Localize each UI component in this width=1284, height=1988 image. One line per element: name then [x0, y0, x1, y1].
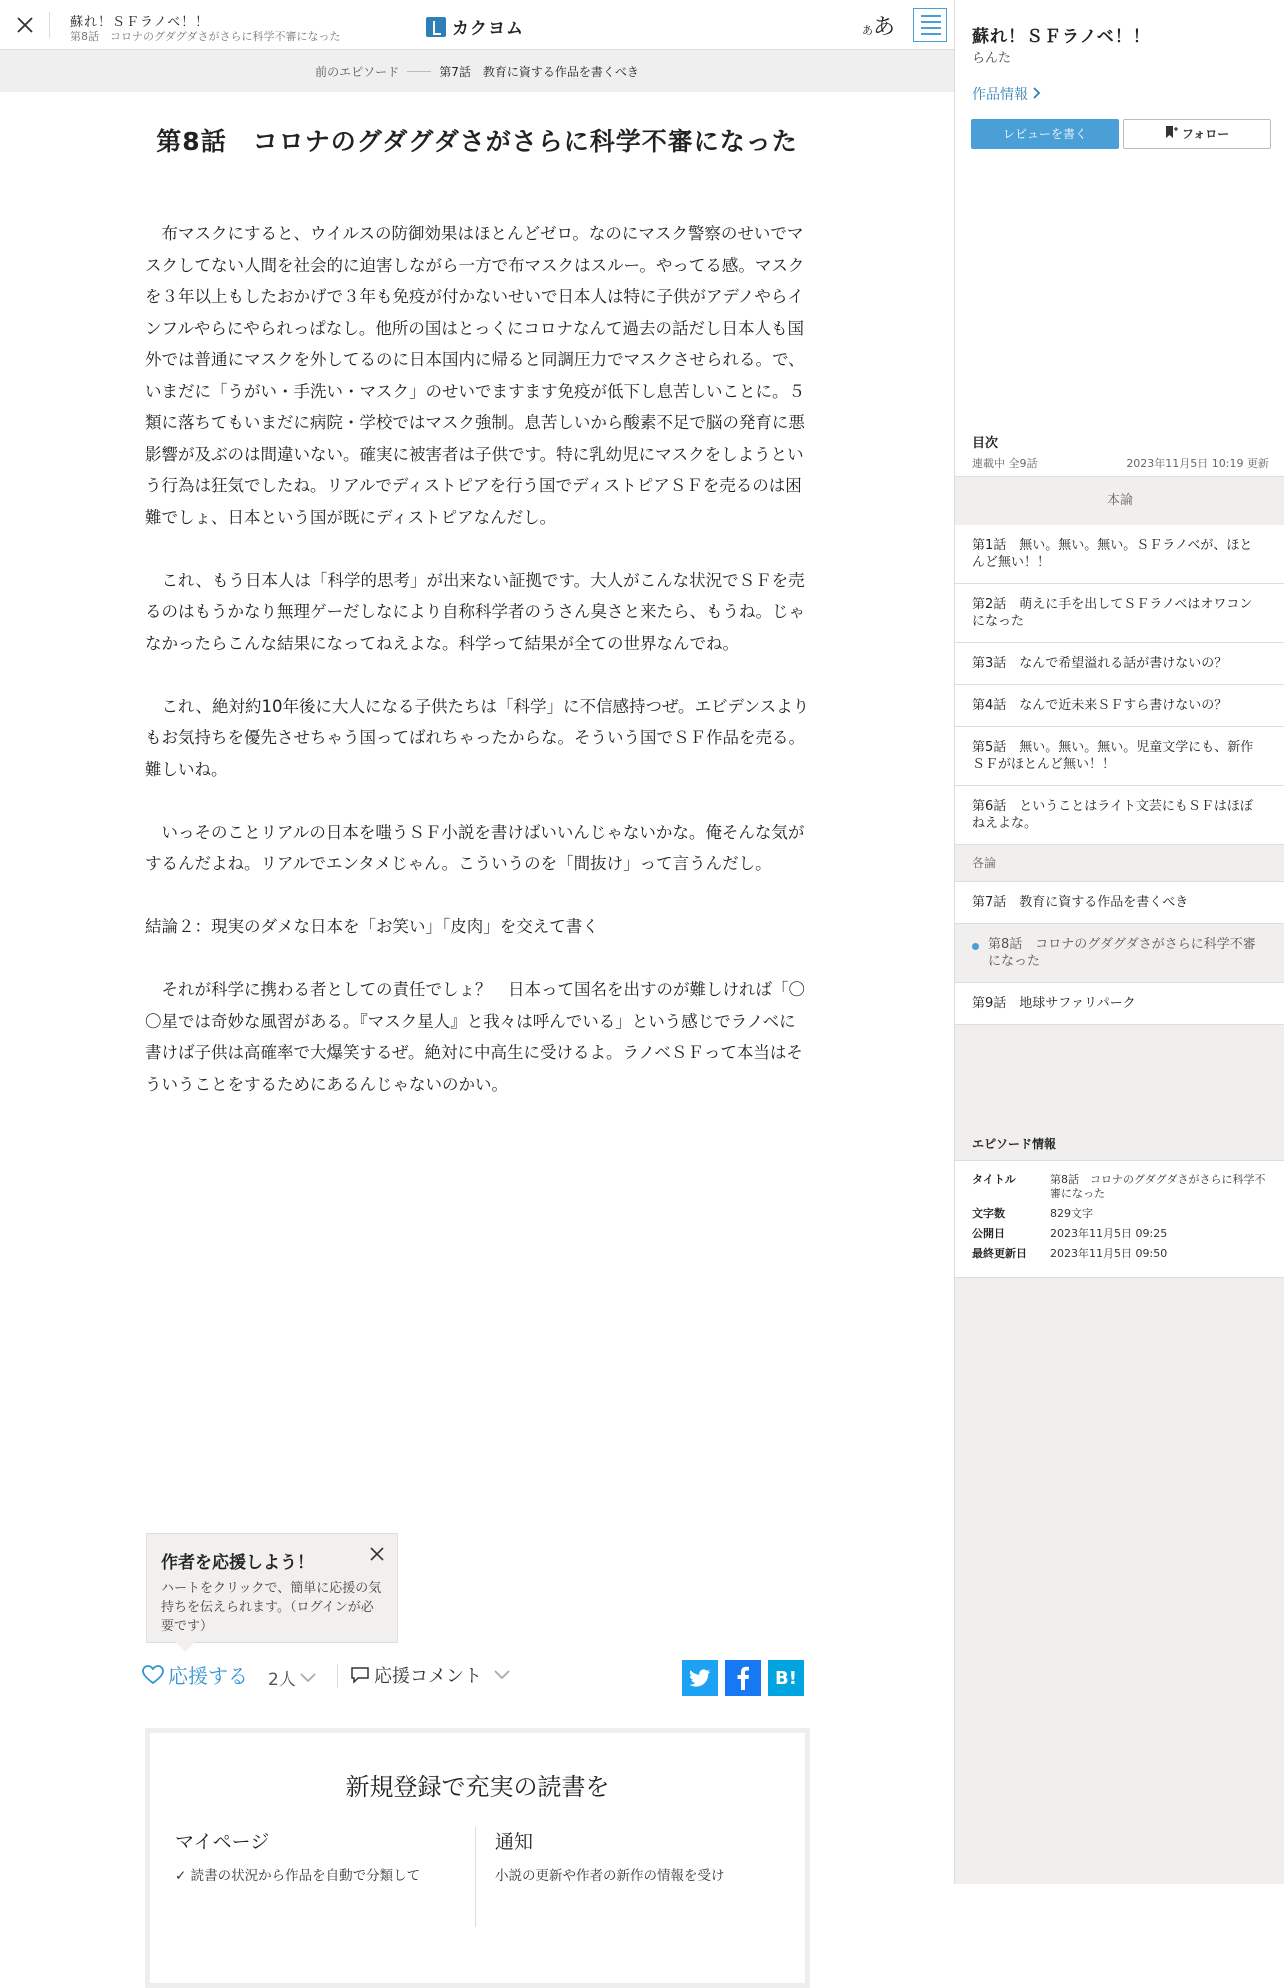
check-icon: ✓ — [175, 1868, 191, 1884]
signup-mypage-title: マイページ — [175, 1831, 270, 1853]
body-paragraph: これ、もう日本人は「科学的思考」が出来ない証拠です。大人がこんな状況でＳＦを売るのはもうかなり無理ゲーだしなにより自称科学者のうさん臭さと来たら、もうね。じゃなかったらこんな結果になってねえよな。科学って結果が全ての世界なんでね。 — [145, 570, 805, 653]
cheer-comment-label: 応援コメント — [374, 1666, 482, 1687]
chevron-down-icon — [486, 1670, 510, 1680]
facebook-share-icon[interactable] — [725, 1660, 761, 1696]
info-key: 文字数 — [972, 1207, 1005, 1220]
sidebar-work-title[interactable]: 蘇れ！ＳＦラノベ！！ — [972, 27, 1151, 47]
episode-info-row — [972, 1227, 1268, 1241]
toc-episode-current-label: 第8話 コロナのグダグダさがさらに科学不審になった — [988, 937, 1256, 969]
toc-status: 連載中 全9話 — [972, 457, 1038, 470]
sidebar-author[interactable]: らんた — [972, 51, 1012, 66]
episode-info-row — [972, 1207, 1268, 1221]
toc-episode-item[interactable]: 第4話 なんで近未来ＳＦすら書けないの？ — [955, 685, 1284, 727]
support-popup — [146, 1533, 398, 1643]
toc-list — [955, 476, 1284, 1025]
bookmark-plus-icon — [1165, 126, 1178, 138]
font-size-large-glyph: あ — [873, 15, 896, 40]
header-work-title[interactable]: 蘇れ！ＳＦラノベ！！ — [70, 15, 210, 30]
prev-episode-bar[interactable] — [0, 50, 954, 92]
cheer-count-dropdown[interactable] — [268, 1665, 316, 1690]
chevron-right-icon — [1032, 87, 1042, 99]
info-value: 第8話 コロナのグダグダさがさらに科学不審になった — [1050, 1173, 1266, 1200]
support-popup-title: 作者を応援しよう！ — [161, 1553, 314, 1573]
body-paragraph: 結論２：現実のダメな日本を「お笑い」「皮肉」を交えて書く — [145, 917, 599, 936]
signup-promo — [145, 1728, 810, 1988]
close-icon[interactable] — [10, 10, 40, 40]
signup-notify-title: 通知 — [495, 1831, 534, 1853]
body-paragraph: それが科学に携わる者としての責任でしょ？ 日本って国名を出すのが難しければ「〇〇星では奇妙な風習がある。『マスク星人』と我々は呼んでいる」という感じでラノベに書けば子供は高確率で大爆笑するぜ。絶対に中高生に受けるよ。ラノベＳＦって本当はそういうことをするためにあるんじゃないのかい。 — [145, 980, 805, 1094]
toc-episode-item[interactable]: 第9話 地球サファリパーク — [955, 983, 1284, 1025]
body-paragraph: いっそのことリアルの日本を嗤うＳＦ小説を書けばいいんじゃないかな。俺そんな気がするんだよね。リアルでエンタメじゃん。こういうのを「間抜け」って言うんだし。 — [145, 822, 805, 873]
toc-section-each: 各論 — [972, 856, 997, 870]
site-logo[interactable] — [426, 14, 524, 39]
toc-episode-item[interactable]: 第5話 無い。無い。無い。児童文学にも、新作ＳＦがほとんど無い！！ — [955, 727, 1284, 786]
work-info-label: 作品情報 — [972, 87, 1028, 103]
cheer-count: 2人 — [268, 1670, 296, 1690]
signup-divider — [475, 1827, 476, 1927]
episode-info-heading: エピソード情報 — [972, 1137, 1057, 1151]
header-episode-subtitle: 第8話 コロナのグダグダさがさらに科学不審になった — [70, 30, 341, 43]
hatena-bookmark-share-icon[interactable] — [768, 1660, 804, 1696]
toc-episode-item[interactable]: 第7話 教育に資する作品を書くべき — [955, 881, 1284, 924]
body-paragraph: これ、絶対約10年後に大人になる子供たちは「科学」に不信感持つぜ。エビデンスよりもお気持ちを優先させちゃう国ってばれちゃったからな。そういう国でＳＦ作品を売る。難しいね。 — [145, 696, 810, 779]
info-key: タイトル — [972, 1173, 1016, 1186]
episode-actions — [140, 1660, 810, 1700]
support-popup-text: ハートをクリックで、簡単に応援の気持ちを伝えられます。（ログインが必要です） — [161, 1581, 382, 1634]
twitter-share-icon[interactable] — [682, 1660, 718, 1696]
toc-heading: 目次 — [972, 436, 999, 451]
toc-episode-item[interactable]: 第6話 ということはライト文芸にもＳＦはほぼねえよな。 — [955, 786, 1284, 845]
close-icon[interactable] — [369, 1546, 385, 1562]
work-info-link[interactable] — [972, 84, 1042, 104]
chevron-down-icon — [300, 1673, 316, 1683]
actions-divider — [337, 1664, 338, 1688]
prev-episode-title[interactable]: 第7話 教育に資する作品を書くべき — [439, 64, 639, 79]
signup-notify-column — [495, 1827, 795, 1884]
prev-episode-label: 前のエピソード — [315, 64, 400, 79]
cheer-comment-button[interactable] — [350, 1662, 510, 1688]
toc-episode-item[interactable]: 第1話 無い。無い。無い。ＳＦラノベが、ほとんど無い！！ — [955, 525, 1284, 584]
episode-info-row — [972, 1247, 1268, 1261]
font-size-button[interactable] — [862, 10, 895, 41]
signup-title: 新規登録で充実の読書を — [345, 1773, 610, 1801]
episode-body — [145, 218, 810, 1132]
hatena-label: B! — [775, 1667, 797, 1689]
current-episode-dot-icon — [972, 943, 979, 950]
episode-info-table — [955, 1160, 1284, 1278]
prev-episode-separator — [407, 71, 431, 72]
signup-mypage-column — [175, 1827, 475, 1884]
info-value: 829文字 — [1050, 1207, 1093, 1220]
toc-list-icon[interactable] — [913, 8, 947, 42]
toc-updated: 2023年11月5日 10:19 更新 — [1126, 457, 1269, 470]
cheer-label: 応援する — [168, 1664, 248, 1688]
logo-text: カクヨム — [452, 19, 524, 39]
font-size-small-glyph: あ — [862, 24, 873, 37]
body-paragraph: 布マスクにすると、ウイルスの防御効果はほとんどゼロ。なのにマスク警察のせいでマスクしてない人間を社会的に迫害しながら一方で布マスクはスルー。やってる感。マスクを３年以上もしたおかげで３年も免疫が付かないせいで日本人は特に子供がアデノやらインフルやらにやられっぱなし。他所の国はとっくにコロナなんて過去の話だし日本人も国外では普通にマスクを外してるのに日本国内に帰ると同調圧力でマスクさせられる。で、いまだに「うがい・手洗い・マスク」のせいでますます免疫が低下し息苦しいことに。５類に落ちてもいまだに病院・学校ではマスク強制。息苦しいから酸素不足で脳の発育に悪影響が及ぶのは間違いない。確実に被害者は子供です。特に乳幼児にマスクをしようという行為は狂気でしたね。リアルでディストピアを行う国でディストピアＳＦを売るのは困難でしょ、日本という国が既にディストピアなんだし。 — [145, 224, 805, 527]
header-divider — [49, 12, 50, 38]
cheer-button[interactable] — [142, 1660, 248, 1689]
follow-button[interactable] — [1123, 119, 1271, 149]
toc-section-main: 本論 — [1106, 493, 1133, 508]
toc-episode-item-current[interactable] — [955, 924, 1284, 983]
toc-episode-item[interactable]: 第2話 萌えに手を出してＳＦラノベはオワコンになった — [955, 584, 1284, 643]
sidebar-work-panel — [955, 0, 1284, 476]
info-key: 最終更新日 — [972, 1247, 1027, 1260]
signup-notify-text: 小説の更新や作者の新作の情報を受け — [495, 1868, 725, 1884]
episode-info-row — [972, 1173, 1268, 1201]
signup-mypage-text — [175, 1864, 475, 1884]
episode-main — [0, 92, 954, 1884]
info-value: 2023年11月5日 09:25 — [1050, 1227, 1168, 1240]
follow-label: フォロー — [1181, 127, 1230, 141]
toc-meta — [972, 455, 1269, 471]
info-key: 公開日 — [972, 1227, 1005, 1240]
info-value: 2023年11月5日 09:50 — [1050, 1247, 1168, 1260]
toc-episode-item[interactable]: 第3話 なんで希望溢れる話が書けないの？ — [955, 643, 1284, 685]
comment-icon — [350, 1666, 370, 1684]
episode-title: 第8話 コロナのグダグダさがさらに科学不審になった — [156, 127, 798, 156]
toc-sidebar — [954, 0, 1284, 1884]
write-review-button[interactable]: レビューを書く — [971, 119, 1119, 149]
signup-mypage-desc: 読書の状況から作品を自動で分類して — [190, 1868, 421, 1884]
logo-mark-icon — [426, 17, 446, 37]
heart-icon — [142, 1665, 164, 1685]
top-header — [0, 0, 954, 50]
